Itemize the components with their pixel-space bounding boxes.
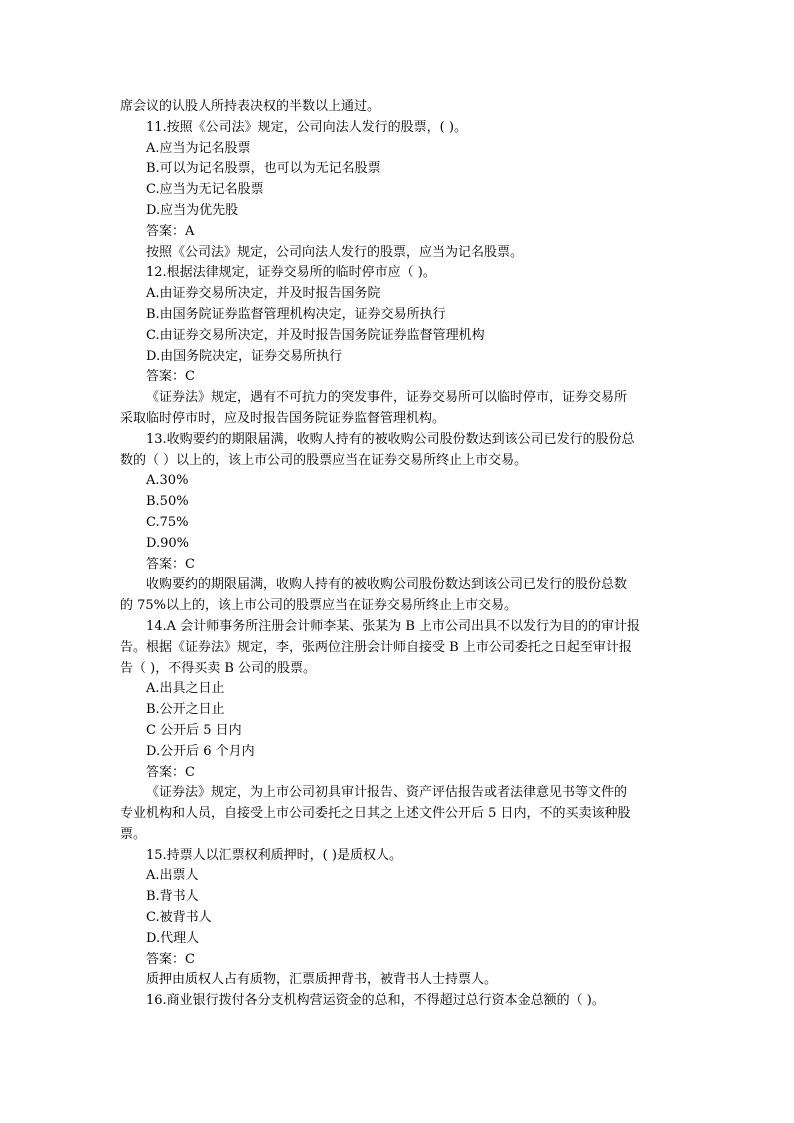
text-line: 14.A 会计师事务所注册会计师李某、张某为 B 上市公司出具不以发行为目的的审计报 bbox=[146, 618, 641, 634]
text-line: C.75% bbox=[146, 514, 189, 530]
text-line: 告。根据《证券法》规定，李，张两位注册会计师自接受 B 上市公司委托之日起至审计报 bbox=[120, 639, 632, 655]
text-line: 答案：C bbox=[146, 764, 195, 780]
text-line: D.代理人 bbox=[146, 930, 200, 946]
text-line: C.由证券交易所决定，并及时报告国务院证券监督管理机构 bbox=[146, 327, 485, 343]
text-line: B.公开之日止 bbox=[146, 702, 225, 718]
document-page bbox=[120, 97, 680, 1012]
text-line: B.50% bbox=[146, 494, 189, 510]
text-line: 数的（ ）以上的，该上市公司的股票应当在证券交易所终止上市交易。 bbox=[120, 452, 528, 468]
text-line: B.背书人 bbox=[146, 889, 199, 905]
text-line: A.30% bbox=[146, 473, 189, 489]
text-line: A.出票人 bbox=[146, 868, 199, 884]
text-line: 答案：C bbox=[146, 369, 195, 385]
text-line: C 公开后 5 日内 bbox=[146, 722, 242, 738]
text-line: 采取临时停市时，应及时报告国务院证券监督管理机构。 bbox=[120, 410, 446, 426]
text-line: 专业机构和人员，自接受上市公司委托之日其之上述文件公开后 5 日内，不的买卖该种股 bbox=[120, 806, 631, 822]
text-line: 的 75%以上的，该上市公司的股票应当在证券交易所终止上市交易。 bbox=[120, 598, 518, 614]
text-line: 《证券法》规定，为上市公司初具审计报告、资产评估报告或者法律意见书等文件的 bbox=[146, 785, 628, 801]
text-line: D.应当为优先股 bbox=[146, 202, 239, 218]
text-line: A.出具之日止 bbox=[146, 681, 225, 697]
text-line: 答案：C bbox=[146, 556, 195, 572]
text-line: B.可以为记名股票，也可以为无记名股票 bbox=[146, 161, 381, 177]
text-line: A.应当为记名股票 bbox=[146, 140, 251, 156]
text-line: 13.收购要约的期限届满，收购人持有的被收购公司股份数达到该公司已发行的股份总 bbox=[146, 431, 635, 447]
text-line: C.被背书人 bbox=[146, 910, 212, 926]
text-line: D.由国务院决定，证券交易所执行 bbox=[146, 348, 343, 364]
text-line: 告（ )，不得买卖 B 公司的股票。 bbox=[120, 660, 317, 676]
text-line: 答案：A bbox=[146, 223, 195, 239]
text-line: 席会议的认股人所持表决权的半数以上通过。 bbox=[120, 99, 381, 114]
text-line: C.应当为无记名股票 bbox=[146, 182, 264, 198]
text-line: A.由证券交易所决定，并及时报告国务院 bbox=[146, 286, 381, 302]
text-line: 按照《公司法》规定，公司向法人发行的股票，应当为记名股票。 bbox=[146, 244, 524, 260]
text-line: 12.根据法律规定，证券交易所的临时停市应（ )。 bbox=[146, 265, 436, 281]
text-line: D.90% bbox=[146, 535, 189, 551]
text-line: 答案：C bbox=[146, 951, 195, 967]
text-line: 《证券法》规定，遇有不可抗力的突发事件，证券交易所可以临时停市，证券交易所 bbox=[146, 390, 628, 406]
text-line: 票。 bbox=[120, 826, 147, 842]
text-line: B.由国务院证券监督管理机构决定，证券交易所执行 bbox=[146, 306, 446, 322]
text-line: D.公开后 6 个月内 bbox=[146, 743, 255, 759]
text-line: 16.商业银行拨付各分支机构营运资金的总和，不得超过总行资本金总额的（ )。 bbox=[146, 993, 605, 1009]
text-line: 11.按照《公司法》规定，公司向法人发行的股票，( )。 bbox=[146, 119, 467, 135]
text-line: 收购要约的期限届满，收购人持有的被收购公司股份数达到该公司已发行的股份总数 bbox=[146, 577, 628, 593]
text-line: 质押由质权人占有质物，汇票质押背书，被背书人士持票人。 bbox=[146, 972, 498, 988]
text-line: 15.持票人以汇票权利质押时，( )是质权人。 bbox=[146, 847, 402, 863]
